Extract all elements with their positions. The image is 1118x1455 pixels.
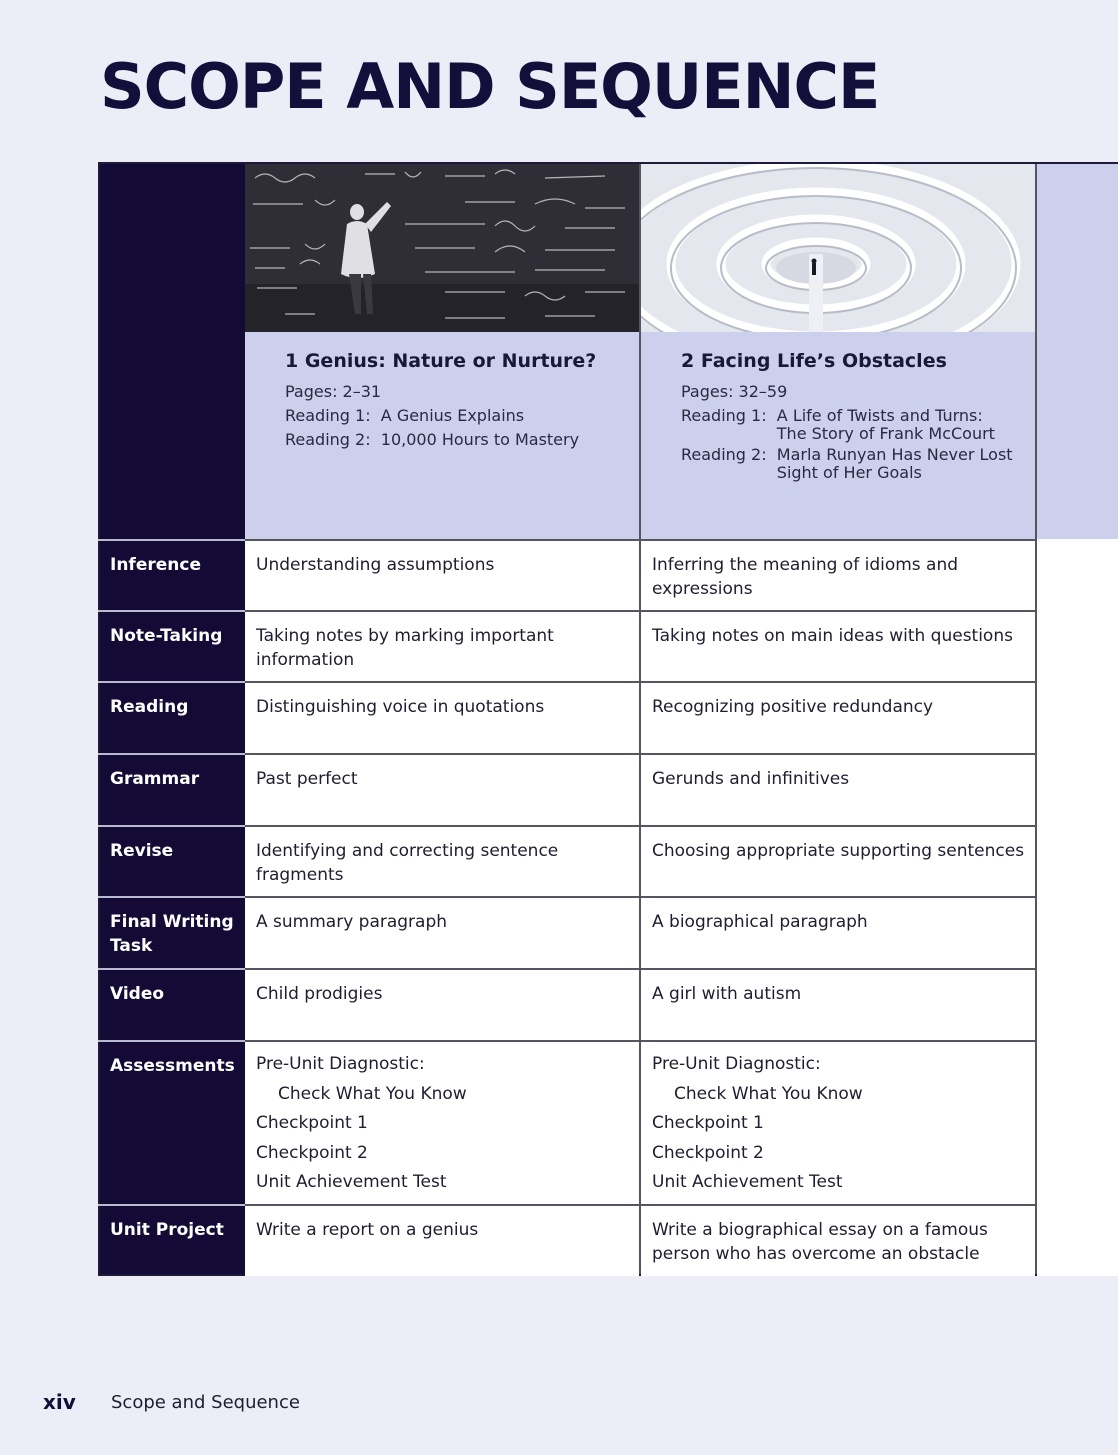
row-label: Reading [98,681,245,753]
table-row [98,1040,1037,1204]
table-cell: Recognizing positive redundancy [641,681,1035,753]
unit-1-reading-2: Reading 2: 10,000 Hours to Mastery [285,430,580,449]
table-cell: Past perfect [245,753,639,825]
column-divider [1035,164,1037,1274]
column-divider [639,164,641,1274]
table-cell: Taking notes by marking important information [245,610,639,681]
table-cell: Pre-Unit Diagnostic: Check What You Know Checkpoint 1 Checkpoint 2 Unit Achievement Test [641,1040,1035,1204]
table-row [98,681,1037,753]
table-row [98,610,1037,681]
row-label: Note-Taking [98,610,245,681]
table-cell: Distinguishing voice in quotations [245,681,639,753]
table-cell: A girl with autism [641,968,1035,1040]
table-cell: A biographical paragraph [641,896,1035,968]
table-row [98,1204,1037,1276]
unit-1-header [245,164,639,539]
table-row [98,539,1037,610]
table-cell: Understanding assumptions [245,539,639,610]
table-cell: Inferring the meaning of idioms and expressions [641,539,1035,610]
next-unit-body [1037,539,1118,1276]
table-cell: Write a report on a genius [245,1204,639,1276]
page-number: xiv [43,1390,76,1414]
unit-2-reading-2: Reading 2: Marla Runyan Has Never Lost Sight of Her Goals [681,445,1013,482]
row-label: Assessments [98,1040,245,1204]
table-row [98,753,1037,825]
table-cell: Choosing appropriate supporting sentences [641,825,1035,896]
row-label: Inference [98,539,245,610]
unit-2-header [641,164,1035,539]
table-cell: A summary paragraph [245,896,639,968]
next-unit-column [1037,164,1118,539]
row-label: Revise [98,825,245,896]
unit-1-image [245,164,639,332]
table-cell: Child prodigies [245,968,639,1040]
unit-2-image [641,164,1035,332]
unit-1-pages: Pages: 2–31 [285,382,382,401]
unit-2-pages: Pages: 32–59 [681,382,788,401]
unit-1-title: 1 Genius: Nature or Nurture? [285,350,597,372]
footer-title: Scope and Sequence [111,1392,300,1413]
table-cell: Write a biographical essay on a famous person who has overcome an obstacle [641,1204,1035,1276]
unit-1-reading-1: Reading 1: A Genius Explains [285,406,525,425]
page-title: SCOPE AND SEQUENCE [100,50,880,123]
scope-sequence-table [98,162,1118,1276]
row-label: Video [98,968,245,1040]
table-row [98,896,1037,968]
table-cell: Identifying and correcting sentence fragments [245,825,639,896]
table-cell: Taking notes on main ideas with questions [641,610,1035,681]
row-label: Unit Project [98,1204,245,1276]
chalkboard-equations-photo [245,164,639,332]
table-row [98,825,1037,896]
table-cell: Gerunds and infinitives [641,753,1035,825]
maze-photo [641,164,1035,332]
row-label: Final Writing Task [98,896,245,968]
unit-2-reading-1: Reading 1: A Life of Twists and Turns: The Story of Frank McCourt [681,406,995,443]
table-cell: Pre-Unit Diagnostic: Check What You Know Checkpoint 1 Checkpoint 2 Unit Achievement Test [245,1040,639,1204]
table-row [98,968,1037,1040]
row-label: Grammar [98,753,245,825]
unit-2-title: 2 Facing Life’s Obstacles [681,350,947,372]
